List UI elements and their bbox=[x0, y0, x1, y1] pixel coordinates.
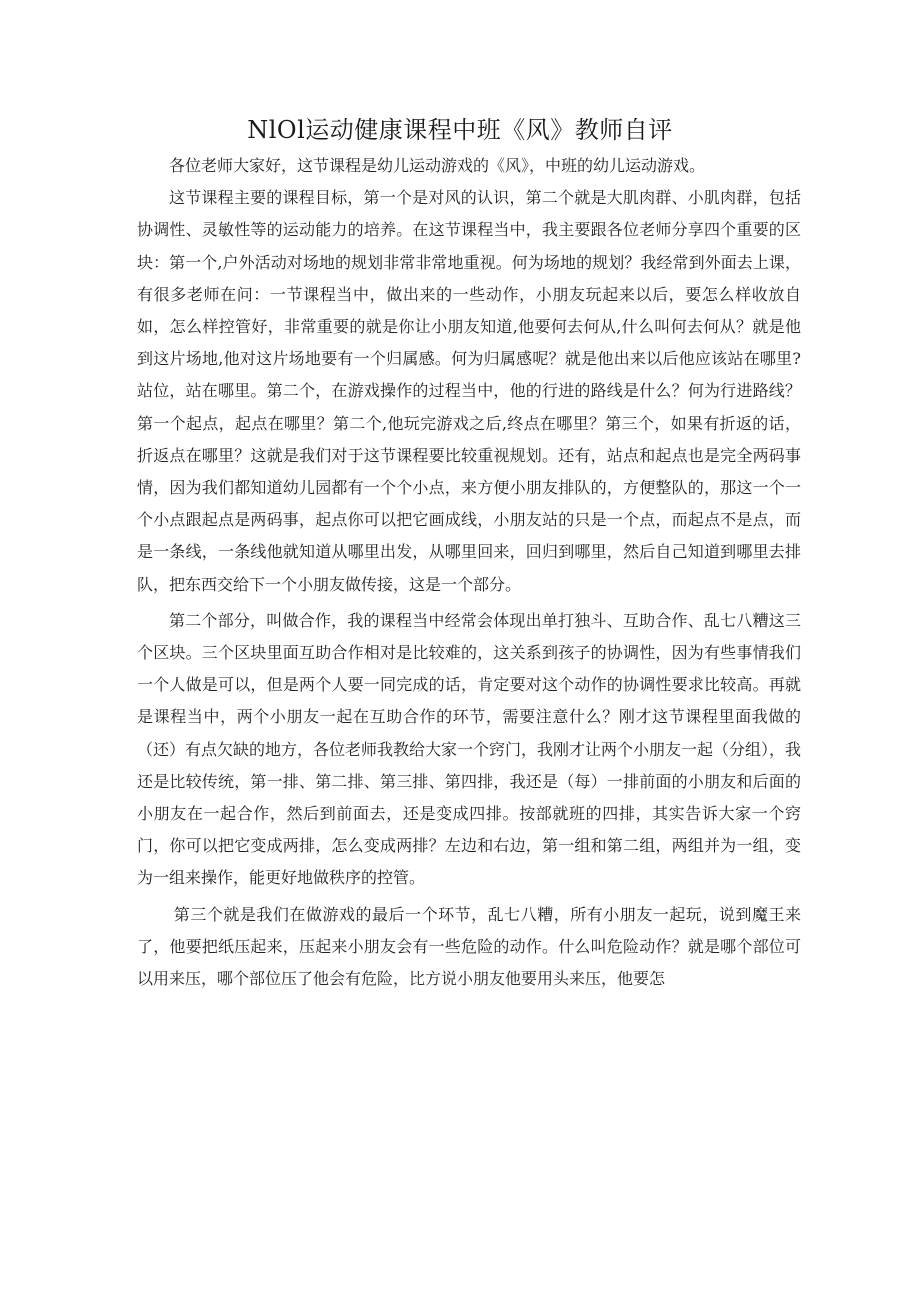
paragraph-final-segment: 第三个就是我们在做游戏的最后一个环节，乱七八糟，所有小朋友一起玩，说到魔王来了，他要把纸压起来，压起来小朋友会有一些危险的动作。什么叫危险动作？就是哪个部位可以用来压，哪个部位压了他会有危险，比方说小朋友他要用头来压，他要怎 bbox=[137, 904, 801, 989]
document-body bbox=[137, 150, 801, 995]
document-title: NlOl运动健康课程中班《风》教师自评 bbox=[247, 116, 673, 144]
paragraph-greeting: 各位老师大家好，这节课程是幼儿运动游戏的《风》，中班的幼儿运动游戏。 bbox=[169, 156, 706, 175]
paragraph-cooperation: 第二个部分，叫做合作，我的课程当中经常会体现出单打独斗、互助合作、乱七八糟这三个区块。三个区块里面互助合作相对是比较难的，这关系到孩子的协调性，因为有些事情我们一个人做是可以，但是两个人要一同完成的话，肯定要对这个动作的协调性要求比较高。再就是课程当中，两个小朋友一起在互助合作的环节，需要注意什么？刚才这节课程里面我做的（还）有点欠缺的地方，各位老师我教给大家一个窍门，我刚才让两个小朋友一起（分组），我还是比较传统，第一排、第二排、第三排、第四排，我还是（每）一排前面的小朋友和后面的小朋友在一起合作，然后到前面去，还是变成四排。按部就班的四排，其实告诉大家一个窍门，你可以把它变成两排，怎么变成两排？左边和右边，第一组和第二组，两组并为一组，变为一组来操作，能更好地做秩序的控管。 bbox=[137, 610, 802, 888]
paragraph-goals-and-site-planning: 这节课程主要的课程目标，第一个是对风的认识，第二个就是大肌肉群、小肌肉群，包括协调性、灵敏性等的运动能力的培养。在这节课程当中，我主要跟各位老师分享四个重要的区块：第一个,户外活动对场地的规划非常非常地重视。何为场地的规划？我经常到外面去上课，有很多老师在问：一节课程当中，做出来的一些动作，小朋友玩起来以后，要怎么样收放自如，怎么样控管好，非常重要的就是你让小朋友知道,他要何去何从,什么叫何去何从？就是他到这片场地,他对这片场地要有一个归属感。何为归属感呢？就是他出来以后他应该站在哪里?站位，站在哪里。第二个，在游戏操作的过程当中，他的行进的路线是什么？何为行进路线？第一个起点，起点在哪里？第二个,他玩完游戏之后,终点在哪里？第三个，如果有折返的话，折返点在哪里？这就是我们对于这节课程要比较重视规划。还有，站点和起点也是完全两码事情，因为我们都知道幼儿园都有一个个小点，来方便小朋友排队的，方便整队的，那这一个一个小点跟起点是两码事，起点你可以把它画成线，小朋友站的只是一个点，而起点不是点，而是一条线，一条线他就知道从哪里出发，从哪里回来，回归到哪里，然后自己知道到哪里去排队，把东西交给下一个小朋友做传接，这是一个部分。 bbox=[137, 188, 801, 594]
